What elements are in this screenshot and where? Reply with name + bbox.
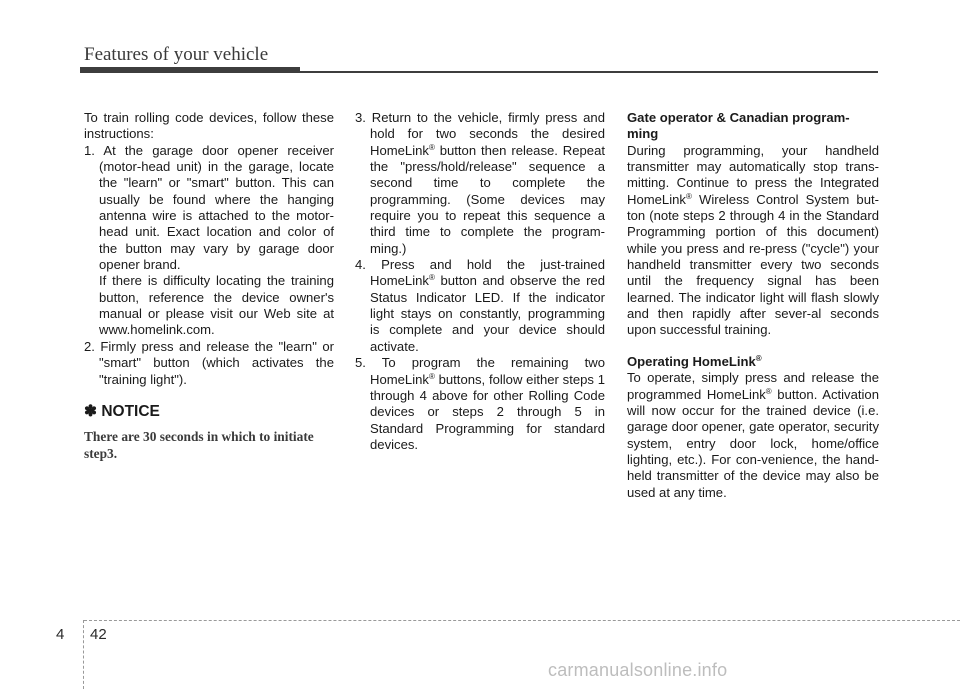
step-1-note: If there is difficulty locating the training button, reference the device owner's manual or please visit our Web site at www.homelink.com. bbox=[99, 273, 334, 338]
page-number: 42 bbox=[90, 626, 107, 643]
registered-mark: ® bbox=[428, 371, 435, 381]
step-2: 2. Firmly press and release the "learn" or "smart" button (which activates the "training light"). bbox=[84, 338, 334, 387]
step-1: 1. At the garage door opener receiver (motor-head unit) in the garage, locate the "learn" or "smart" button. This can usually be found where the hanging antenna wire is attached to the motor-head unit. Exact location and color of the button may vary by garage door opener brand. bbox=[84, 142, 334, 273]
footer-divider bbox=[83, 620, 84, 689]
footer-rule bbox=[84, 620, 960, 621]
intro-paragraph: To train rolling code devices, follow these instructions: bbox=[84, 110, 334, 142]
step-3: 3. Return to the vehicle, firmly press and hold for two seconds the desired HomeLink® button then release. Repeat the "press/hold/release" sequence a second time to complete the programming. (Some devices may require you to repeat this sequence a third time to complete the program-ming.) bbox=[355, 110, 605, 256]
chapter-number: 4 bbox=[56, 626, 65, 643]
header-accent-bar bbox=[80, 67, 300, 73]
step-5: 5. To program the remaining two HomeLink® buttons, follow either steps 1 through 4 above for other Rolling Code devices or steps 2 through 5 in Standard Programming for standard devices. bbox=[355, 355, 605, 452]
step-4: 4. Press and hold the just-trained HomeLink® button and observe the red Status Indicator LED. If the indicator light stays on constantly, programming is complete and your device should activate. bbox=[355, 257, 605, 354]
header-rule bbox=[300, 71, 878, 73]
notice-star-icon: ✽ bbox=[84, 402, 97, 420]
operating-homelink-heading: Operating HomeLink® bbox=[627, 353, 762, 369]
registered-mark: ® bbox=[765, 386, 772, 396]
registered-mark: ® bbox=[428, 142, 435, 152]
registered-mark: ® bbox=[428, 273, 435, 283]
notice-title: NOTICE bbox=[101, 402, 160, 420]
page-header-title: Features of your vehicle bbox=[84, 44, 269, 65]
column-right bbox=[627, 110, 879, 501]
column-left bbox=[84, 110, 334, 462]
registered-mark: ® bbox=[685, 191, 692, 201]
column-middle bbox=[355, 110, 605, 453]
operating-homelink-paragraph: To operate, simply press and release the programmed HomeLink® button. Activation will now occur for the trained device (i.e. garage door opener, gate operator, security system, entry door lock, home/office lighting, etc.). For con-venience, the hand-held transmitter of the device may also be used at any time. bbox=[627, 370, 879, 500]
notice-heading bbox=[84, 404, 334, 420]
registered-mark: ® bbox=[755, 353, 762, 363]
watermark: carmanualsonline.info bbox=[548, 660, 728, 680]
gate-operator-paragraph: During programming, your handheld transmitter may automatically stop trans-mitting. Continue to press the Integrated HomeLink® Wireless Control System but-ton (note steps 2 through 4 in the Standard Programming portion of this document) while you press and re-press ("cycle") your handheld transmitter every two seconds until the frequency signal has been learned. The indicator light will flash slowly and then rapidly after sever-al seconds upon successful training. bbox=[627, 142, 879, 338]
notice-body: There are 30 seconds in which to initiate step3. bbox=[84, 429, 314, 462]
gate-operator-heading: Gate operator & Canadian program-ming bbox=[627, 110, 850, 142]
